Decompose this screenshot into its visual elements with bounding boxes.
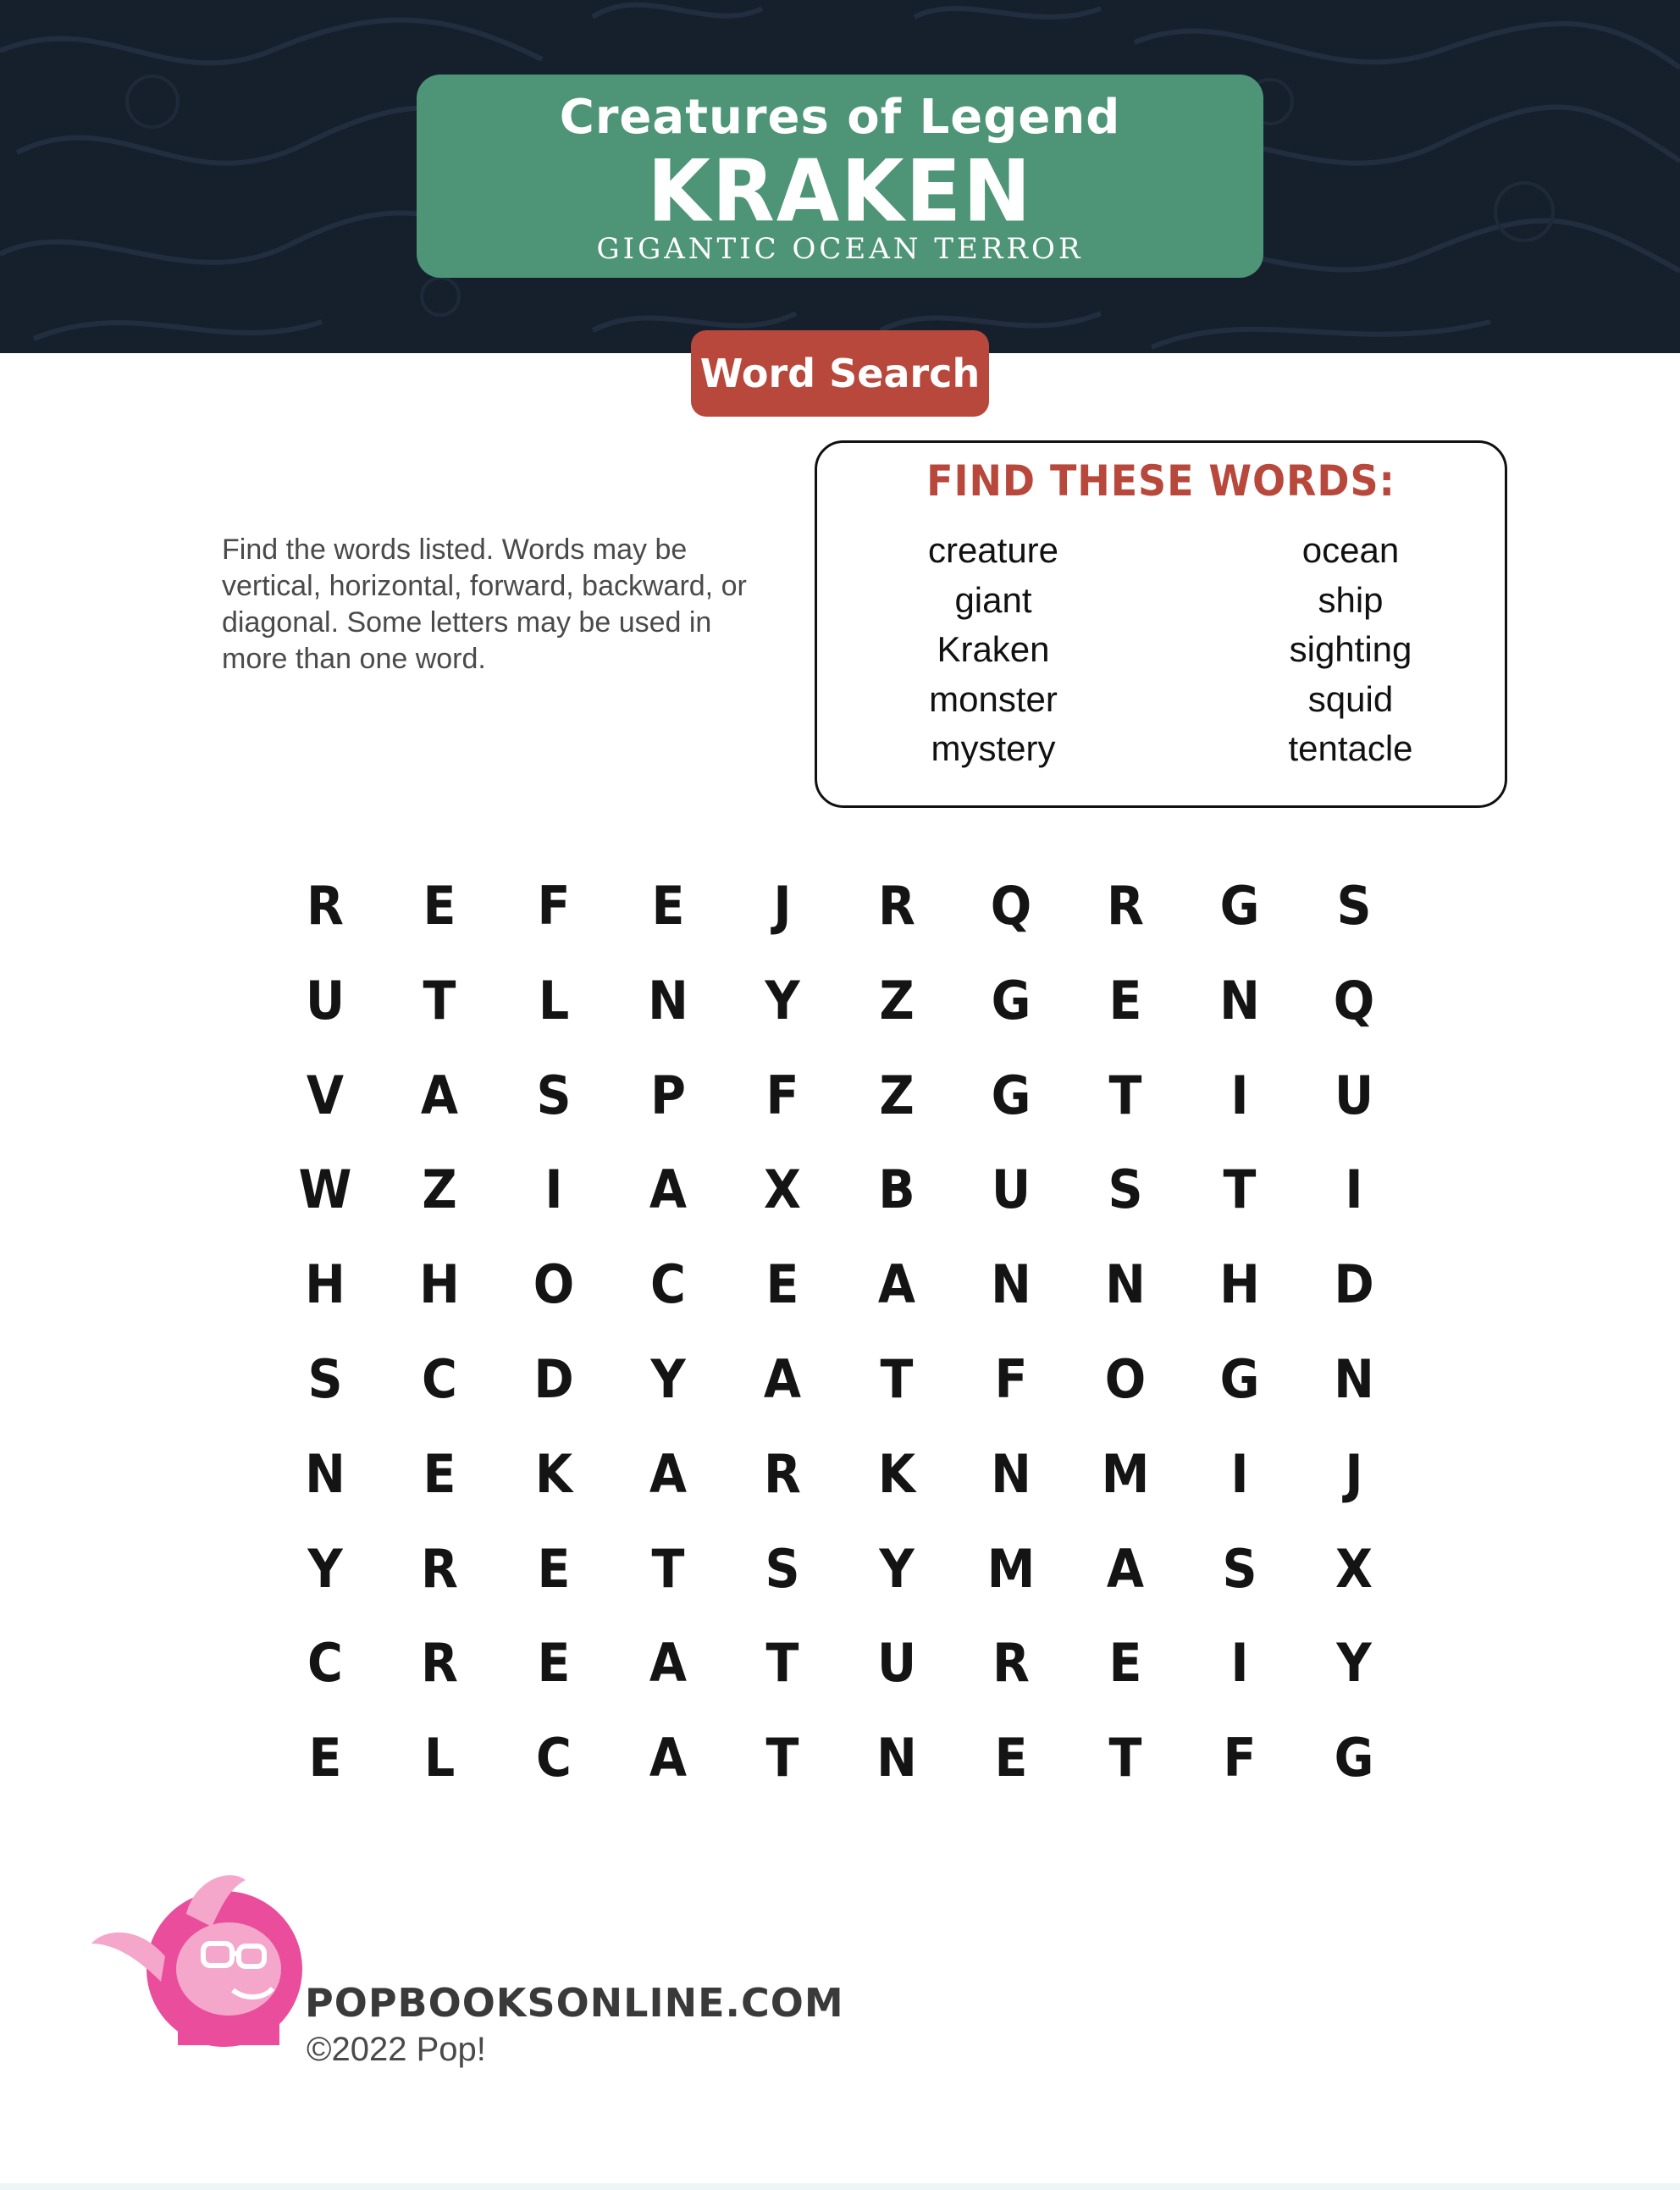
- grid-letter: T: [651, 1537, 685, 1600]
- grid-letter: H: [1219, 1253, 1260, 1316]
- grid-letter: S: [1222, 1537, 1257, 1600]
- grid-letter: A: [649, 1442, 688, 1505]
- grid-letter: T: [423, 969, 456, 1031]
- grid-letter: E: [537, 1537, 571, 1600]
- series-title: Creatures of Legend: [559, 90, 1121, 145]
- grid-letter: G: [1219, 875, 1260, 937]
- grid-letter: D: [1334, 1253, 1374, 1316]
- grid-letter: S: [765, 1537, 800, 1600]
- word-item: ocean: [1301, 530, 1400, 570]
- grid-letter: M: [1101, 1442, 1150, 1505]
- word-list-right-column: [1224, 526, 1478, 774]
- grid-letter: C: [422, 1348, 457, 1410]
- creature-subtitle: GIGANTIC OCEAN TERROR: [596, 232, 1084, 266]
- grid-letter: M: [986, 1537, 1036, 1600]
- grid-letter: X: [764, 1159, 801, 1221]
- grid-letter: O: [533, 1253, 575, 1316]
- grid-letter: A: [649, 1632, 688, 1695]
- grid-letter: A: [649, 1159, 688, 1221]
- grid-letter: U: [1334, 1064, 1374, 1126]
- rabbit-mascot-icon: [85, 1863, 313, 2049]
- grid-letter: Y: [650, 1348, 686, 1410]
- grid-letter: N: [1334, 1348, 1374, 1410]
- word-item: giant: [954, 579, 1032, 620]
- grid-letter: I: [1230, 1442, 1249, 1505]
- grid-letter: G: [991, 969, 1031, 1031]
- grid-letter: Z: [879, 1064, 915, 1126]
- word-item: sighting: [1289, 629, 1412, 669]
- grid-letter: V: [306, 1064, 345, 1126]
- grid-letter: Y: [307, 1537, 343, 1600]
- grid-letter: C: [650, 1253, 686, 1316]
- grid-letter: I: [1230, 1064, 1249, 1126]
- grid-letter: A: [763, 1348, 802, 1410]
- grid-letter: A: [1106, 1537, 1145, 1600]
- grid-letter: J: [773, 875, 792, 937]
- header-band: [0, 0, 1680, 353]
- grid-letter: N: [305, 1442, 345, 1505]
- grid-letter: N: [1219, 969, 1260, 1031]
- grid-letter: Z: [879, 969, 915, 1031]
- grid-letter: T: [1108, 1064, 1142, 1126]
- grid-letter: A: [649, 1727, 688, 1789]
- grid-letter: X: [1335, 1537, 1373, 1600]
- grid-letter: N: [1105, 1253, 1146, 1316]
- grid-letter: I: [1345, 1159, 1363, 1221]
- grid-letter: G: [1219, 1348, 1260, 1410]
- grid-letter: T: [880, 1348, 914, 1410]
- grid-letter: E: [537, 1632, 571, 1695]
- grid-letter: Y: [879, 1537, 915, 1600]
- grid-letter: U: [876, 1632, 917, 1695]
- title-card: [417, 75, 1263, 278]
- creature-name: KRAKEN: [647, 141, 1033, 241]
- grid-letter: Q: [990, 875, 1032, 937]
- word-list-left-column: [866, 526, 1120, 774]
- grid-letter: U: [305, 969, 345, 1031]
- copyright-text: ©2022 Pop!: [307, 2031, 486, 2068]
- grid-letter: N: [648, 969, 688, 1031]
- grid-letter: D: [533, 1348, 574, 1410]
- grid-letter: E: [1108, 969, 1142, 1031]
- word-item: creature: [927, 530, 1059, 570]
- grid-letter: P: [650, 1064, 686, 1126]
- grid-letter: C: [536, 1727, 572, 1789]
- grid-letter: L: [538, 969, 570, 1031]
- word-item: ship: [1318, 579, 1384, 620]
- pop-logo: [85, 1863, 313, 2053]
- grid-letter: T: [765, 1727, 799, 1789]
- grid-letter: K: [534, 1442, 573, 1505]
- grid-letter: S: [536, 1064, 572, 1126]
- grid-letter: Y: [1336, 1632, 1372, 1695]
- grid-letter: W: [298, 1159, 352, 1221]
- word-item: monster: [929, 678, 1058, 719]
- word-item: mystery: [931, 728, 1056, 768]
- grid-letter: Y: [765, 969, 800, 1031]
- grid-letter: A: [877, 1253, 916, 1316]
- grid-letter: T: [1108, 1727, 1142, 1789]
- word-item: Kraken: [937, 629, 1050, 669]
- instructions-text: Find the words listed. Words may be vertical, horizontal, forward, backward, or diagonal. Some letters may be used in more than one word.: [222, 534, 747, 675]
- grid-letter: R: [878, 875, 915, 937]
- grid-letter: E: [1108, 1632, 1142, 1695]
- grid-letter: F: [765, 1064, 799, 1126]
- grid-letter: N: [876, 1727, 917, 1789]
- grid-letter: T: [1223, 1159, 1257, 1221]
- grid-letter: F: [537, 875, 571, 937]
- grid-letter: H: [419, 1253, 460, 1316]
- grid-letter: B: [878, 1159, 915, 1221]
- grid-letter: R: [1107, 875, 1144, 937]
- grid-letter: K: [877, 1442, 916, 1505]
- grid-letter: I: [544, 1159, 563, 1221]
- grid-letter: R: [992, 1632, 1030, 1695]
- grid-letter: S: [307, 1348, 343, 1410]
- grid-letter: Z: [422, 1159, 457, 1221]
- grid-letter: F: [1223, 1727, 1257, 1789]
- grid-letter: L: [423, 1727, 456, 1789]
- site-url: POPBOOKSONLINE.COM: [305, 1980, 844, 2026]
- grid-letter: Q: [1333, 969, 1375, 1031]
- grid-letter: G: [991, 1064, 1031, 1126]
- grid-letter: I: [1230, 1632, 1249, 1695]
- grid-letter: E: [765, 1253, 799, 1316]
- activity-badge: Word Search: [691, 330, 989, 417]
- grid-letter: N: [991, 1253, 1031, 1316]
- grid-letter: E: [994, 1727, 1028, 1789]
- grid-letter: R: [421, 1632, 458, 1695]
- grid-letter: E: [423, 875, 456, 937]
- word-list-heading: FIND THESE WORDS:: [926, 456, 1395, 506]
- grid-letter: U: [991, 1159, 1031, 1221]
- grid-letter: S: [1336, 875, 1372, 937]
- grid-letter: F: [994, 1348, 1028, 1410]
- grid-letter: R: [421, 1537, 458, 1600]
- word-item: tentacle: [1288, 728, 1413, 768]
- grid-letter: O: [1104, 1348, 1147, 1410]
- grid-letter: G: [1334, 1727, 1374, 1789]
- grid-letter: A: [420, 1064, 459, 1126]
- grid-letter: H: [305, 1253, 345, 1316]
- grid-letter: E: [651, 875, 685, 937]
- bottom-strip: [0, 2183, 1680, 2190]
- grid-letter: E: [308, 1727, 342, 1789]
- word-list-box: [815, 440, 1507, 808]
- grid-letter: T: [765, 1632, 799, 1695]
- grid-letter: E: [423, 1442, 456, 1505]
- grid-letter: N: [991, 1442, 1031, 1505]
- grid-letter: R: [764, 1442, 801, 1505]
- grid-letter: S: [1108, 1159, 1143, 1221]
- grid-letter: R: [307, 875, 344, 937]
- grid-letter: C: [307, 1632, 343, 1695]
- grid-letter: J: [1345, 1442, 1363, 1505]
- word-item: squid: [1307, 678, 1394, 719]
